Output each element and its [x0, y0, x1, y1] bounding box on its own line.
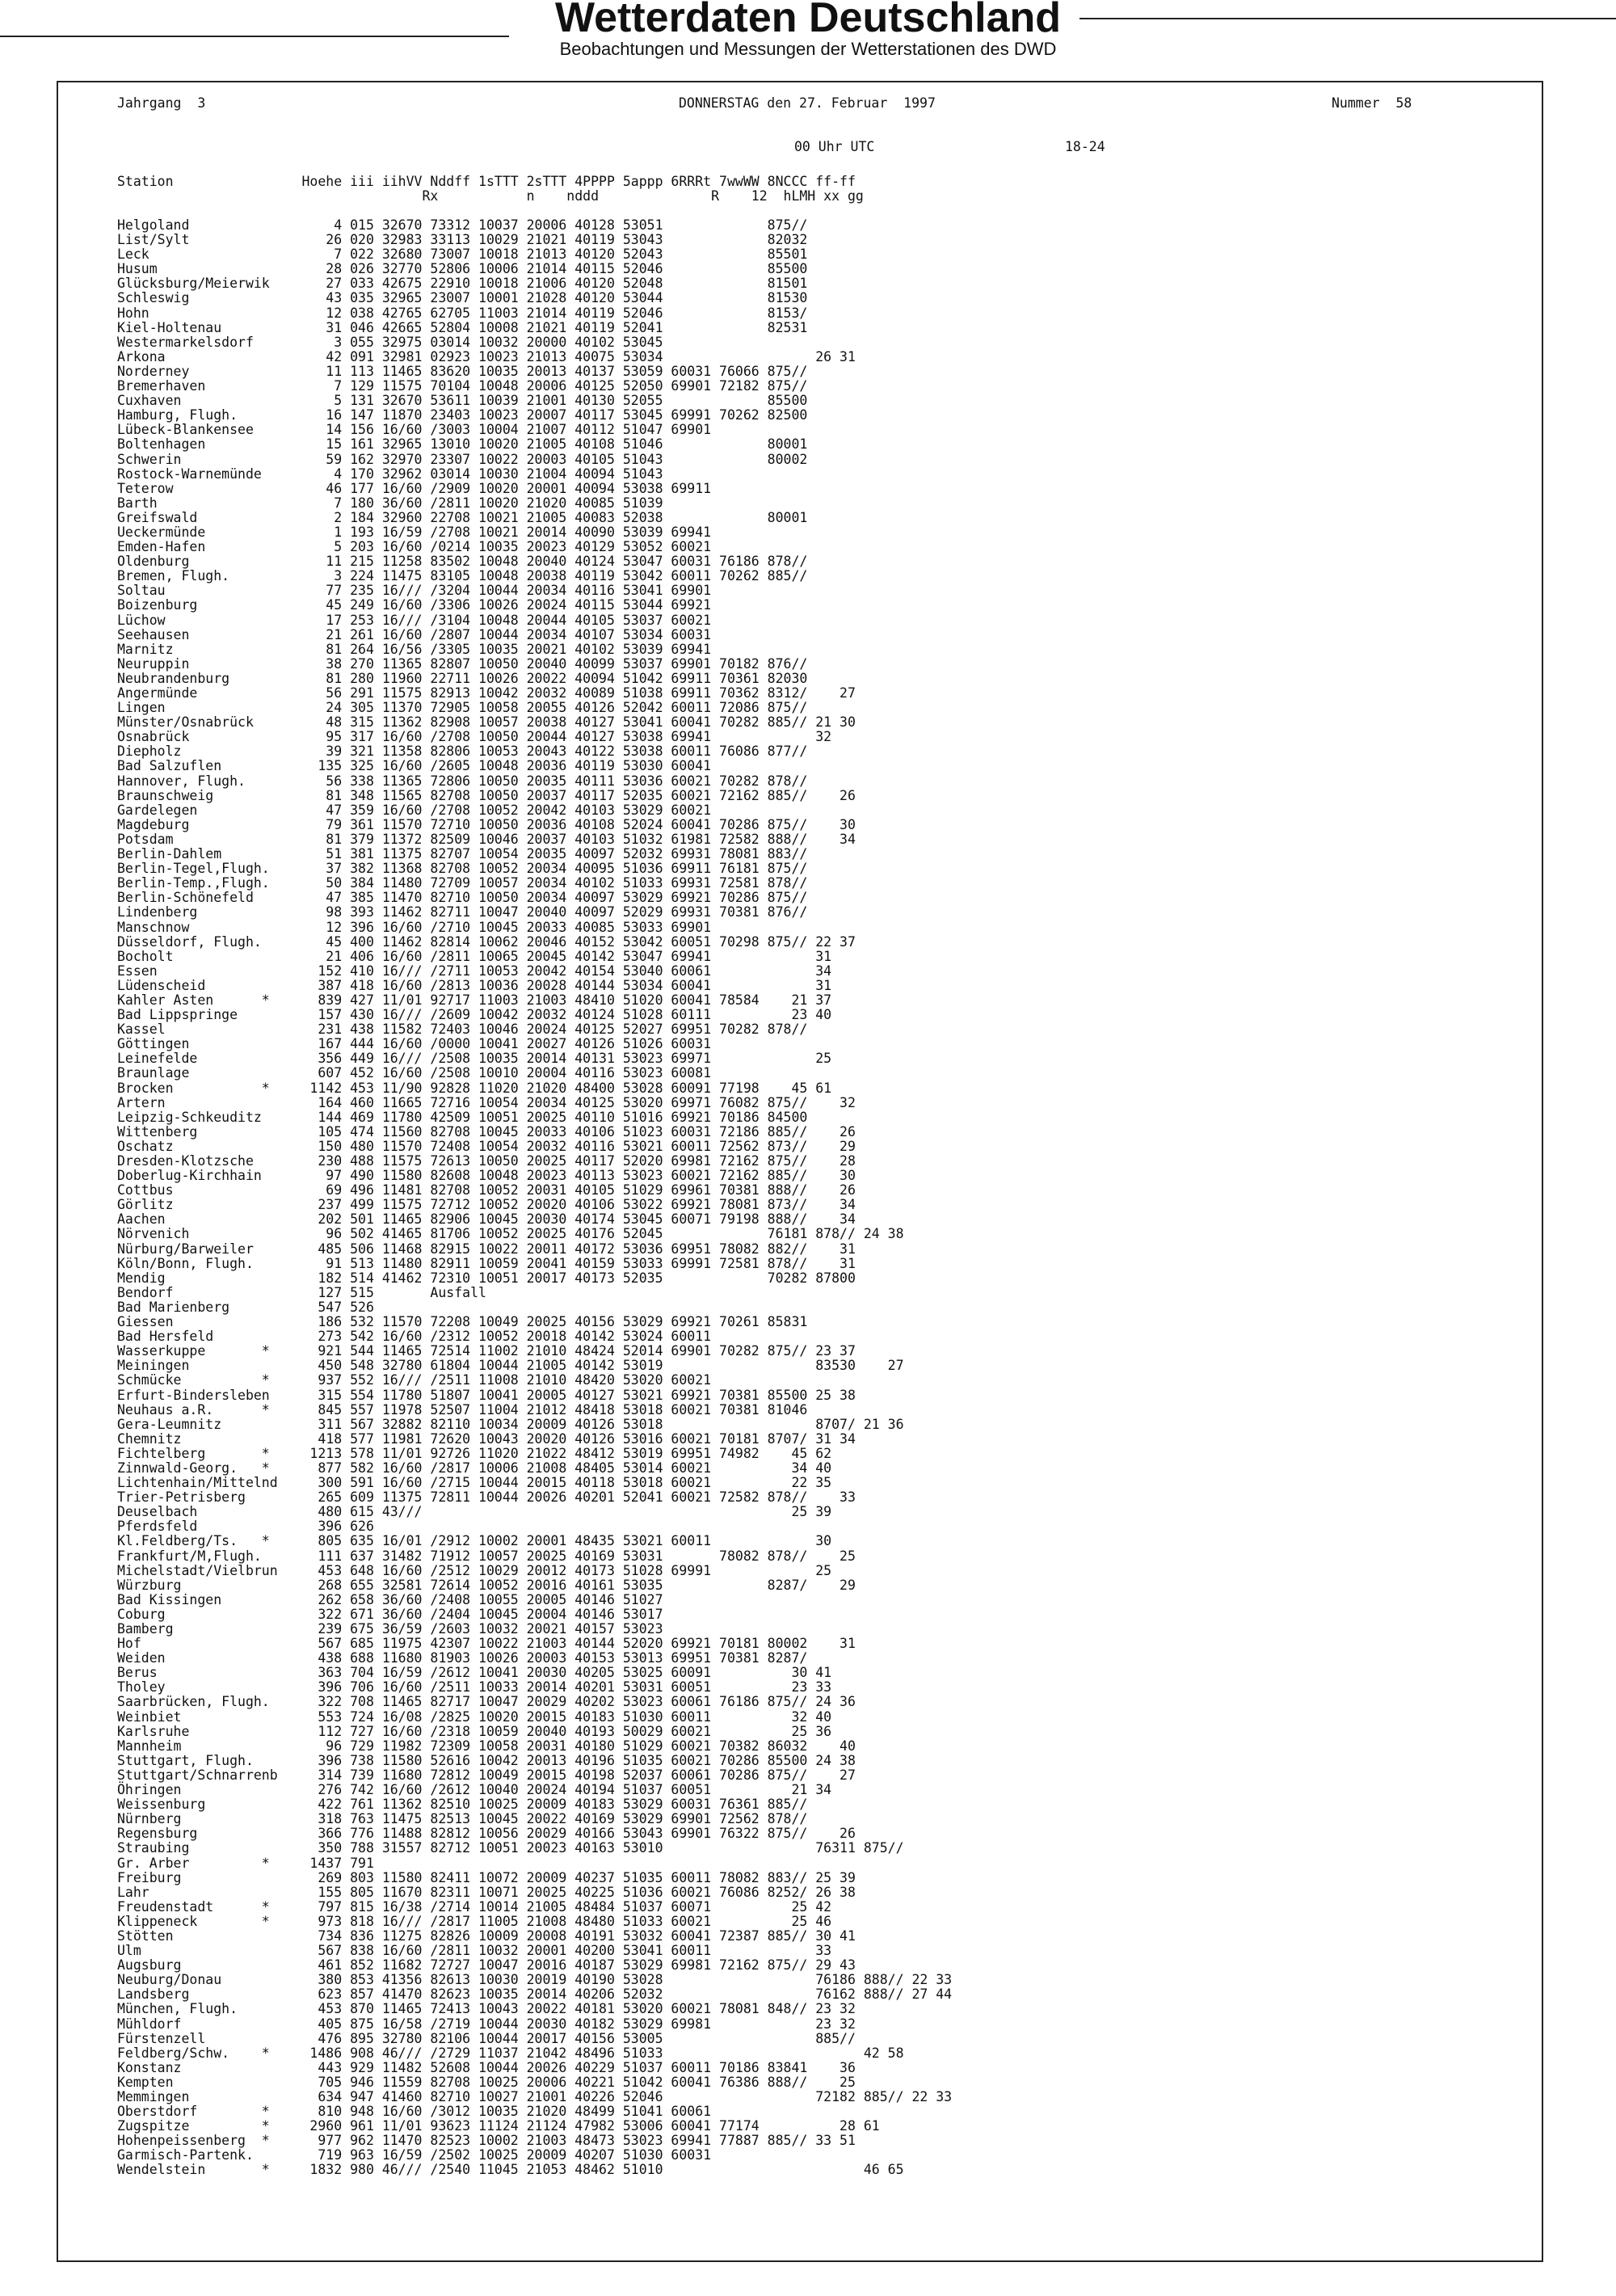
table-row: Wendelstein * 1832 980 46/// /2540 11045 21053 48462 51010 46 65 — [117, 2162, 904, 2178]
table-row: Stuttgart/Schnarrenb 314 739 11680 72812 10049 20015 40198 52037 60061 70286 875// 27 — [117, 1767, 856, 1783]
table-row: Mühldorf 405 875 16/58 /2719 10044 20030 40182 53029 69981 23 32 — [117, 2016, 856, 2032]
table-row: Leinefelde 356 449 16/// /2508 10035 20014 40131 53023 69971 25 — [117, 1051, 832, 1067]
table-row: Weinbiet 553 724 16/08 /2825 10020 20015 40183 51030 60011 32 40 — [117, 1708, 832, 1725]
table-row: Neuburg/Donau 380 853 41356 82613 10030 20019 40190 53028 76186 888// 22 33 — [117, 1972, 953, 1988]
table-row: Aachen 202 501 11465 82906 10045 20030 40174 53045 60071 79198 888// 34 — [117, 1211, 856, 1228]
table-row: Dresden-Klotzsche 230 488 11575 72613 10050 20025 40117 52020 69981 72162 875// 28 — [117, 1153, 856, 1169]
table-row: List/Sylt 26 020 32983 33113 10029 21021 40119 53043 82032 — [117, 232, 808, 248]
table-row: Helgoland 4 015 32670 73312 10037 20006 40128 53051 875// — [117, 217, 808, 233]
table-row: Memmingen 634 947 41460 82710 10027 21001 40226 52046 72182 885// 22 33 — [117, 2089, 953, 2104]
issue-date: DONNERSTAG den 27. Februar 1997 — [679, 95, 936, 111]
table-row: Würzburg 268 655 32581 72614 10052 20016 40161 53035 8287/ 29 — [117, 1577, 856, 1593]
table-row: Hohenpeissenberg * 977 962 11470 82523 10002 21003 48473 53023 69941 77887 885// 33 51 — [117, 2133, 856, 2149]
table-row: Hohn 12 038 42765 62705 11003 21014 40119 52046 8153/ — [117, 305, 808, 321]
issue-number: Nummer 58 — [1332, 95, 1412, 111]
table-row: Köln/Bonn, Flugh. 91 513 11480 82911 10059 20041 40159 53033 69991 72581 878// 31 — [117, 1255, 856, 1271]
table-row: Teterow 46 177 16/60 /2909 10020 20001 40094 53038 69911 — [117, 480, 712, 496]
table-row: Kl.Feldberg/Ts. * 805 635 16/01 /2912 10002 20001 48435 53021 60011 30 — [117, 1533, 832, 1549]
masthead-title: Wetterdaten Deutschland — [554, 0, 1062, 41]
table-row: Wasserkuppe * 921 544 11465 72514 11002 21010 48424 52014 69901 70282 875// 23 37 — [117, 1343, 856, 1359]
table-row: Emden-Hafen 5 203 16/60 /0214 10035 20023 40129 53052 60021 — [117, 539, 712, 555]
table-row: Zinnwald-Georg. * 877 582 16/60 /2817 10006 21008 48405 53014 60021 34 40 — [117, 1460, 832, 1476]
table-row: Görlitz 237 499 11575 72712 10052 20020 40106 53022 69921 78081 873// 34 — [117, 1197, 856, 1213]
table-row: Kiel-Holtenau 31 046 42665 52804 10008 21021 40119 52041 82531 — [117, 319, 808, 335]
table-row: Oberstdorf * 810 948 16/60 /3012 10035 21020 48499 51041 60061 — [117, 2104, 712, 2120]
table-row: Oschatz 150 480 11570 72408 10054 20032 40116 53021 60011 72562 873// 29 — [117, 1138, 856, 1154]
table-row: Frankfurt/M,Flugh. 111 637 31482 71912 10057 20025 40169 53031 78082 878// 25 — [117, 1548, 856, 1564]
table-row: Berlin-Schönefeld 47 385 11470 82710 10050 20034 40097 53029 69921 70286 875// — [117, 890, 808, 906]
table-row: Weiden 438 688 11680 81903 10026 20003 40153 53013 69951 70381 8287/ — [117, 1650, 808, 1666]
table-row: Lichtenhain/Mittelnd 300 591 16/60 /2715 10044 20015 40118 53018 60021 22 35 — [117, 1475, 832, 1491]
table-row: Klippeneck * 973 818 16/// /2817 11005 21008 48480 51033 60021 25 46 — [117, 1913, 832, 1929]
table-row: Karlsruhe 112 727 16/60 /2318 10059 20040 40193 50029 60021 25 36 — [117, 1723, 832, 1739]
table-row: Boltenhagen 15 161 32965 13010 10020 21005 40108 51046 80001 — [117, 436, 808, 453]
table-row: Berlin-Dahlem 51 381 11375 82707 10054 20035 40097 52032 69931 78081 883// — [117, 846, 808, 862]
table-row: Trier-Petrisberg 265 609 11375 72811 10044 20026 40201 52041 60021 72582 878// 33 — [117, 1489, 856, 1506]
table-row: Hof 567 685 11975 42307 10022 21003 40144 52020 69921 70181 80002 31 — [117, 1636, 856, 1652]
table-row: Neuhaus a.R. * 845 557 11978 52507 11004 21012 48418 53018 60021 70381 81046 — [117, 1401, 808, 1418]
table-row: Artern 164 460 11665 72716 10054 20034 40125 53020 69971 76082 875// 32 — [117, 1094, 856, 1110]
table-row: Gr. Arber * 1437 791 — [117, 1855, 374, 1871]
table-row: Soltau 77 235 16/// /3204 10044 20034 40116 53041 69901 — [117, 583, 712, 599]
table-row: Schmücke * 937 552 16/// /2511 11008 21010 48420 53020 60021 — [117, 1372, 712, 1388]
table-row: Wittenberg 105 474 11560 82708 10045 20033 40106 51023 60031 72186 885// 26 — [117, 1123, 856, 1140]
table-row: Stötten 734 836 11275 82826 10009 20008 40191 53032 60041 72387 885// 30 41 — [117, 1927, 856, 1944]
table-row: Kahler Asten * 839 427 11/01 92717 11003 21003 48410 51020 60041 78584 21 37 — [117, 992, 832, 1008]
table-row: Meiningen 450 548 32780 61804 10044 21005 40142 53019 83530 27 — [117, 1358, 904, 1374]
table-row: Kassel 231 438 11582 72403 10046 20024 40125 52027 69951 70282 878// — [117, 1022, 808, 1038]
table-row: Zugspitze * 2960 961 11/01 93623 11124 21124 47982 53006 60041 77174 28 61 — [117, 2118, 880, 2134]
table-row: Fürstenzell 476 895 32780 82106 10044 20017 40156 53005 885// — [117, 2030, 856, 2046]
table-row: Neubrandenburg 81 280 11960 22711 10026 20022 40094 51042 69911 70361 82030 — [117, 670, 808, 686]
table-row: Landsberg 623 857 41470 82623 10035 20014 40206 52032 76162 888// 27 44 — [117, 1986, 953, 2003]
table-row: Straubing 350 788 31557 82712 10051 20023 40163 53010 76311 875// — [117, 1840, 904, 1856]
table-row: Neuruppin 38 270 11365 82807 10050 20040 40099 53037 69901 70182 876// — [117, 655, 808, 672]
table-row: Bad Marienberg 547 526 — [117, 1299, 374, 1315]
column-header-line-1: Station Hoehe iii iihVV Nddff 1sTTT 2sTTT 4PPPP 5appp 6RRRt 7wwWW 8NCCC ff-ff — [117, 174, 856, 189]
table-row: Rostock-Warnemünde 4 170 32962 03014 10030 21004 40094 51043 — [117, 466, 663, 482]
table-row: Bad Lippspringe 157 430 16/// /2609 10042 20032 40124 51028 60111 23 40 — [117, 1007, 832, 1023]
table-row: Seehausen 21 261 16/60 /2807 10044 20034 40107 53034 60031 — [117, 626, 712, 642]
table-row: Feldberg/Schw. * 1486 908 46/// /2729 11037 21042 48496 51033 42 58 — [117, 2045, 904, 2061]
table-row: Greifswald 2 184 32960 22708 10021 21005 40083 52038 80001 — [117, 509, 808, 525]
table-row: Stuttgart, Flugh. 396 738 11580 52616 10042 20013 40196 51035 60021 70286 85500 24 38 — [117, 1752, 856, 1768]
table-row: Bremen, Flugh. 3 224 11475 83105 10048 20038 40119 53042 60011 70262 885// — [117, 568, 808, 584]
observation-time: 00 Uhr UTC — [794, 139, 875, 154]
table-row: Gardelegen 47 359 16/60 /2708 10052 20042 40103 53029 60021 — [117, 802, 712, 818]
table-row: Freudenstadt * 797 815 16/38 /2714 10014 21005 48484 51037 60071 25 42 — [117, 1898, 832, 1915]
table-row: Marnitz 81 264 16/56 /3305 10035 20021 40102 53039 69941 — [117, 641, 712, 657]
table-row: Diepholz 39 321 11358 82806 10053 20043 40122 53038 60011 76086 877// — [117, 744, 808, 760]
table-row: Pferdsfeld 396 626 — [117, 1519, 374, 1535]
table-row: Lübeck-Blankensee 14 156 16/60 /3003 10004 21007 40112 51047 69901 — [117, 422, 712, 438]
table-row: Essen 152 410 16/// /2711 10053 20042 40154 53040 60061 34 — [117, 963, 832, 979]
table-row: Deuselbach 480 615 43/// 25 39 — [117, 1504, 832, 1520]
table-row: Bad Hersfeld 273 542 16/60 /2312 10052 20018 40142 53024 60011 — [117, 1329, 712, 1345]
table-row: Münster/Osnabrück 48 315 11362 82908 10057 20038 40127 53041 60041 70282 885// 21 30 — [117, 714, 856, 731]
table-row: Gera-Leumnitz 311 567 32882 82110 10034 20009 40126 53018 8707/ 21 36 — [117, 1416, 904, 1432]
table-row: Giessen 186 532 11570 72208 10049 20025 40156 53029 69921 70261 85831 — [117, 1314, 808, 1330]
table-row: Bocholt 21 406 16/60 /2811 10065 20045 40142 53047 69941 31 — [117, 948, 832, 964]
table-row: Schleswig 43 035 32965 23007 10001 21028 40120 53044 81530 — [117, 290, 808, 306]
issue-jahrgang: Jahrgang 3 — [117, 95, 206, 111]
table-row: Düsseldorf, Flugh. 45 400 11462 82814 10062 20046 40152 53042 60051 70298 875// 22 37 — [117, 933, 856, 950]
table-row: Bremerhaven 7 129 11575 70104 10048 20006 40125 52050 69901 72182 875// — [117, 378, 808, 394]
table-row: Lüchow 17 253 16/// /3104 10048 20044 40105 53037 60021 — [117, 612, 712, 628]
station-table — [117, 218, 952, 2178]
table-row: Osnabrück 95 317 16/60 /2708 10050 20044 40127 53038 69941 32 — [117, 729, 832, 745]
table-row: Lahr 155 805 11670 82311 10071 20025 40225 51036 60021 76086 8252/ 26 38 — [117, 1884, 856, 1900]
table-row: Glücksburg/Meierwik 27 033 42675 22910 10018 21006 40120 52048 81501 — [117, 276, 808, 292]
table-row: Regensburg 366 776 11488 82812 10056 20029 40166 53043 69901 76322 875// 26 — [117, 1826, 856, 1842]
table-row: Freiburg 269 803 11580 82411 10072 20009 40237 51035 60011 78082 883// 25 39 — [117, 1869, 856, 1885]
masthead-rule-right — [1079, 18, 1616, 19]
table-row: Berlin-Tegel,Flugh. 37 382 11368 82708 10052 20034 40095 51036 69911 76181 875// — [117, 861, 808, 877]
table-row: Lingen 24 305 11370 72905 10058 20055 40126 52042 60011 72086 875// — [117, 700, 808, 716]
table-row: Erfurt-Bindersleben 315 554 11780 51807 10041 20005 40127 53021 69921 70381 85500 25 38 — [117, 1387, 856, 1403]
column-header-line-2: Rx n nddd R 12 hLMH xx gg — [117, 188, 864, 204]
table-row: Barth 7 180 36/60 /2811 10020 21020 40085 51039 — [117, 495, 663, 511]
table-row: Boizenburg 45 249 16/60 /3306 10026 20024 40115 53044 69921 — [117, 597, 712, 613]
table-row: Ueckermünde 1 193 16/59 /2708 10021 20014 40090 53039 69941 — [117, 524, 712, 540]
table-row: Garmisch-Partenk. 719 963 16/59 /2502 10025 20009 40207 51030 60031 — [117, 2147, 712, 2163]
table-row: Nürnberg 318 763 11475 82513 10045 20022 40169 53029 69901 72562 878// — [117, 1811, 808, 1827]
table-row: Nörvenich 96 502 41465 81706 10052 20025 40176 52045 76181 878// 24 38 — [117, 1226, 904, 1242]
table-row: Angermünde 56 291 11575 82913 10042 20032 40089 51038 69911 70362 8312/ 27 — [117, 685, 856, 701]
table-row: Weissenburg 422 761 11362 82510 10025 20009 40183 53029 60031 76361 885// — [117, 1797, 808, 1813]
table-row: Lüdenscheid 387 418 16/60 /2813 10036 20028 40144 53034 60041 31 — [117, 977, 832, 993]
table-row: München, Flugh. 453 870 11465 72413 10043 20022 40181 53020 60021 78081 848// 23 32 — [117, 2001, 856, 2017]
table-row: Leipzig-Schkeuditz 144 469 11780 42509 10051 20025 40110 51016 69921 70186 84500 — [117, 1109, 808, 1125]
table-row: Schwerin 59 162 32970 23307 10022 20003 40105 51043 80002 — [117, 451, 808, 467]
table-row: Braunlage 607 452 16/60 /2508 10010 20004 40116 53023 60081 — [117, 1065, 712, 1081]
table-row: Ulm 567 838 16/60 /2811 10032 20001 40200 53041 60011 33 — [117, 1943, 832, 1959]
table-row: Nürburg/Barweiler 485 506 11468 82915 10022 20011 40172 53036 69951 78082 882// 31 — [117, 1241, 856, 1257]
table-row: Bad Salzuflen 135 325 16/60 /2605 10048 20036 40119 53030 60041 — [117, 758, 712, 774]
table-row: Magdeburg 79 361 11570 72710 10050 20036 40108 52024 60041 70286 875// 30 — [117, 816, 856, 832]
table-row: Manschnow 12 396 16/60 /2710 10045 20033 40085 53033 69901 — [117, 919, 712, 935]
table-row: Augsburg 461 852 11682 72727 10047 20016 40187 53029 69981 72162 875// 29 43 — [117, 1957, 856, 1974]
table-row: Mendig 182 514 41462 72310 10051 20017 40173 52035 70282 87800 — [117, 1270, 856, 1286]
table-row: Husum 28 026 32770 52806 10006 21014 40115 52046 85500 — [117, 261, 808, 277]
table-row: Konstanz 443 929 11482 52608 10044 20026 40229 51037 60011 70186 83841 36 — [117, 2059, 856, 2075]
table-row: Arkona 42 091 32981 02923 10023 21013 40075 53034 26 31 — [117, 348, 856, 364]
table-row: Fichtelberg * 1213 578 11/01 92726 11020 21022 48412 53019 69951 74982 45 62 — [117, 1445, 832, 1461]
table-row: Michelstadt/Vielbrun 453 648 16/60 /2512 10029 20012 40173 51028 69991 25 — [117, 1562, 832, 1578]
table-row: Berus 363 704 16/59 /2612 10041 20030 40205 53025 60091 30 41 — [117, 1665, 832, 1681]
masthead-subtitle: Beobachtungen und Messungen der Wetterstationen des DWD — [559, 39, 1057, 59]
table-row: Westermarkelsdorf 3 055 32975 03014 10032 20000 40102 53045 — [117, 334, 663, 350]
table-row: Leck 7 022 32680 73007 10018 21013 40120 52043 85501 — [117, 246, 808, 263]
table-row: Potsdam 81 379 11372 82509 10046 20037 40103 51032 61981 72582 888// 34 — [117, 831, 856, 847]
table-row: Norderney 11 113 11465 83620 10035 20013 40137 53059 60031 76066 875// — [117, 363, 808, 379]
table-row: Coburg 322 671 36/60 /2404 10045 20004 40146 53017 — [117, 1606, 663, 1622]
table-row: Lindenberg 98 393 11462 82711 10047 20040 40097 52029 69931 70381 876// — [117, 904, 808, 921]
table-row: Brocken * 1142 453 11/90 92828 11020 21020 48400 53028 60091 77198 45 61 — [117, 1080, 832, 1096]
table-row: Hamburg, Flugh. 16 147 11870 23403 10023 20007 40117 53045 69991 70262 82500 — [117, 407, 808, 423]
table-row: Doberlug-Kirchhain 97 490 11580 82608 10048 20023 40113 53023 60021 72162 885// 30 — [117, 1168, 856, 1184]
table-row: Cottbus 69 496 11481 82708 10052 20031 40105 51029 69961 70381 888// 26 — [117, 1182, 856, 1199]
table-row: Braunschweig 81 348 11565 82708 10050 20037 40117 52035 60021 72162 885// 26 — [117, 787, 856, 803]
table-row: Chemnitz 418 577 11981 72620 10043 20020 40126 53016 60021 70181 8707/ 31 34 — [117, 1430, 856, 1447]
table-row: Tholey 396 706 16/60 /2511 10033 20014 40201 53031 60051 23 33 — [117, 1679, 832, 1696]
table-row: Oldenburg 11 215 11258 83502 10048 20040 40124 53047 60031 76186 878// — [117, 554, 808, 570]
table-row: Bamberg 239 675 36/59 /2603 10032 20021 40157 53023 — [117, 1621, 663, 1637]
table-row: Bad Kissingen 262 658 36/60 /2408 10055 20005 40146 51027 — [117, 1591, 663, 1607]
masthead-rule-left — [0, 36, 509, 37]
table-row: Saarbrücken, Flugh. 322 708 11465 82717 10047 20029 40202 53023 60061 76186 875// 24 36 — [117, 1694, 856, 1710]
table-row: Mannheim 96 729 11982 72309 10058 20031 40180 51029 60021 70382 86032 40 — [117, 1738, 856, 1754]
table-row: Kempten 705 946 11559 82708 10025 20006 40221 51042 60041 76386 888// 25 — [117, 2074, 856, 2090]
table-row: Göttingen 167 444 16/60 /0000 10041 20027 40126 51026 60031 — [117, 1036, 712, 1052]
table-row: Berlin-Temp.,Flugh. 50 384 11480 72709 10057 20034 40102 51033 69931 72581 878// — [117, 875, 808, 891]
table-row: Öhringen 276 742 16/60 /2612 10040 20024 40194 51037 60051 21 34 — [117, 1782, 832, 1798]
table-row: Hannover, Flugh. 56 338 11365 72806 10050 20035 40111 53036 60021 70282 878// — [117, 773, 808, 789]
table-row: Cuxhaven 5 131 32670 53611 10039 21001 40130 52055 85500 — [117, 393, 808, 409]
table-row: Bendorf 127 515 Ausfall — [117, 1284, 486, 1300]
wind-period: 18-24 — [1065, 139, 1105, 154]
